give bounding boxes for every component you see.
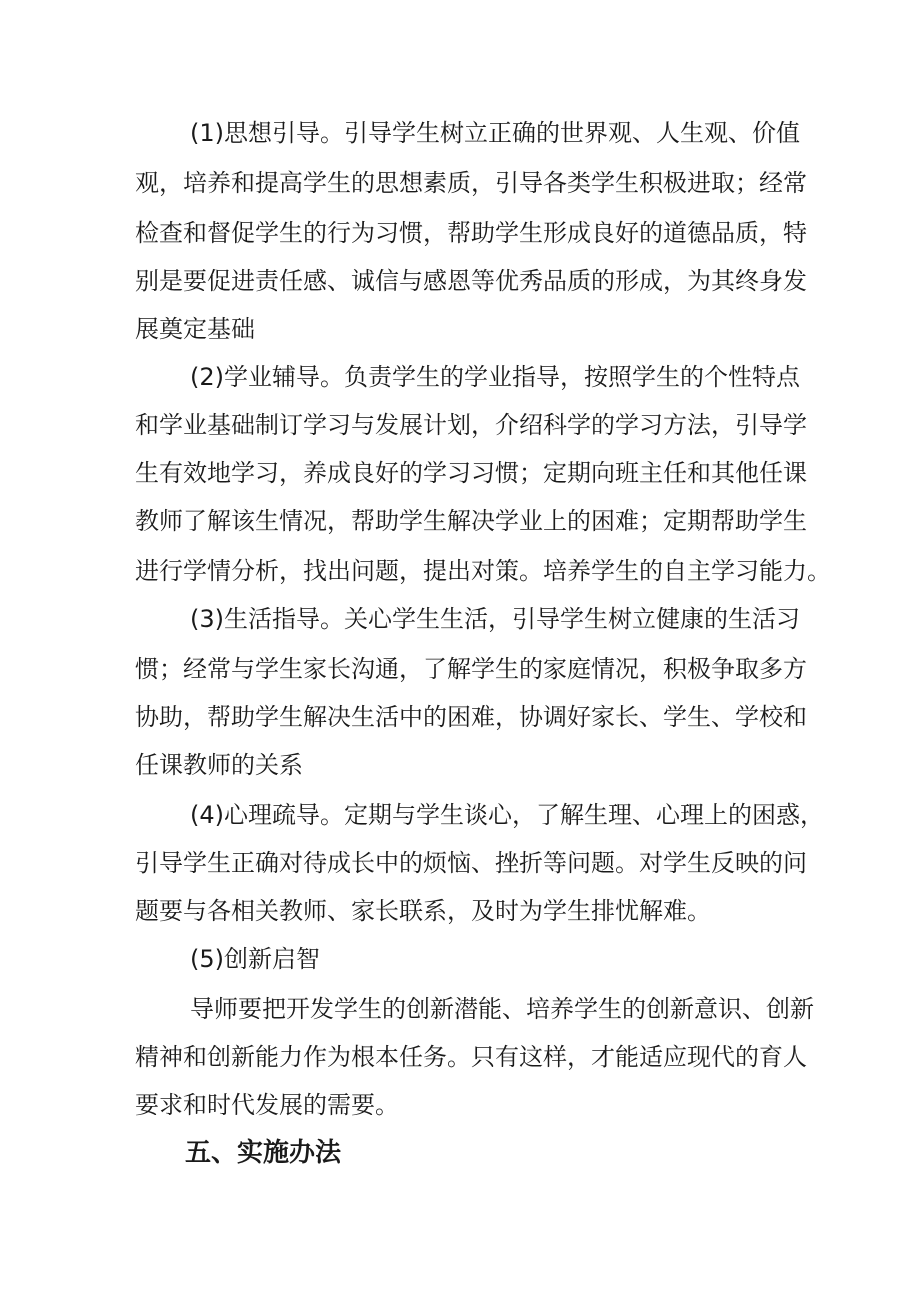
paragraph-6-line-2: 精神和创新能力作为根本任务。只有这样，才能适应现代的育人: [135, 1043, 807, 1071]
paragraph-6-line-3: 要求和时代发展的需要。: [135, 1091, 399, 1119]
paragraph-6-line-1: 导师要把开发学生的创新潜能、培养学生的创新意识、创新: [190, 995, 814, 1023]
paragraph-4-line-2: 引导学生正确对待成长中的烦恼、挫折等问题。对学生反映的问: [135, 849, 807, 877]
paragraph-2-line-3: 生有效地学习，养成良好的学习习惯；定期向班主任和其他任课: [135, 459, 807, 487]
paragraph-1-line-5: 展奠定基础: [135, 315, 255, 343]
paragraph-2-line-4: 教师了解该生情况，帮助学生解决学业上的困难；定期帮助学生: [135, 507, 807, 535]
section-heading: 五、实施办法: [185, 1138, 342, 1168]
paragraph-1-line-3: 检查和督促学生的行为习惯，帮助学生形成良好的道德品质，特: [135, 219, 807, 247]
paragraph-2-line-1: (2)学业辅导。负责学生的学业指导，按照学生的个性特点: [190, 363, 800, 391]
paragraph-2-line-2: 和学业基础制订学习与发展计划，介绍科学的学习方法，引导学: [135, 411, 807, 439]
paragraph-4-line-3: 题要与各相关教师、家长联系，及时为学生排忧解难。: [135, 897, 711, 925]
paragraph-3-line-2: 惯；经常与学生家长沟通，了解学生的家庭情况，积极争取多方: [135, 655, 807, 683]
paragraph-1-line-1: (1)思想引导。引导学生树立正确的世界观、人生观、价值: [190, 119, 800, 147]
paragraph-1-line-4: 别是要促进责任感、诚信与感恩等优秀品质的形成，为其终身发: [135, 267, 807, 295]
paragraph-1-line-2: 观，培养和提高学生的思想素质，引导各类学生积极进取；经常: [135, 169, 807, 197]
paragraph-3-line-1: (3)生活指导。关心学生生活，引导学生树立健康的生活习: [190, 605, 800, 633]
paragraph-5-line-1: (5)创新启智: [190, 945, 320, 973]
paragraph-3-line-3: 协助，帮助学生解决生活中的困难，协调好家长、学生、学校和: [135, 703, 807, 731]
paragraph-3-line-4: 任课教师的关系: [135, 751, 303, 779]
paragraph-2-line-5: 进行学情分析，找出问题，提出对策。培养学生的自主学习能力。: [135, 557, 831, 585]
paragraph-4-line-1: (4)心理疏导。定期与学生谈心，了解生理、心理上的困惑，: [190, 801, 824, 829]
